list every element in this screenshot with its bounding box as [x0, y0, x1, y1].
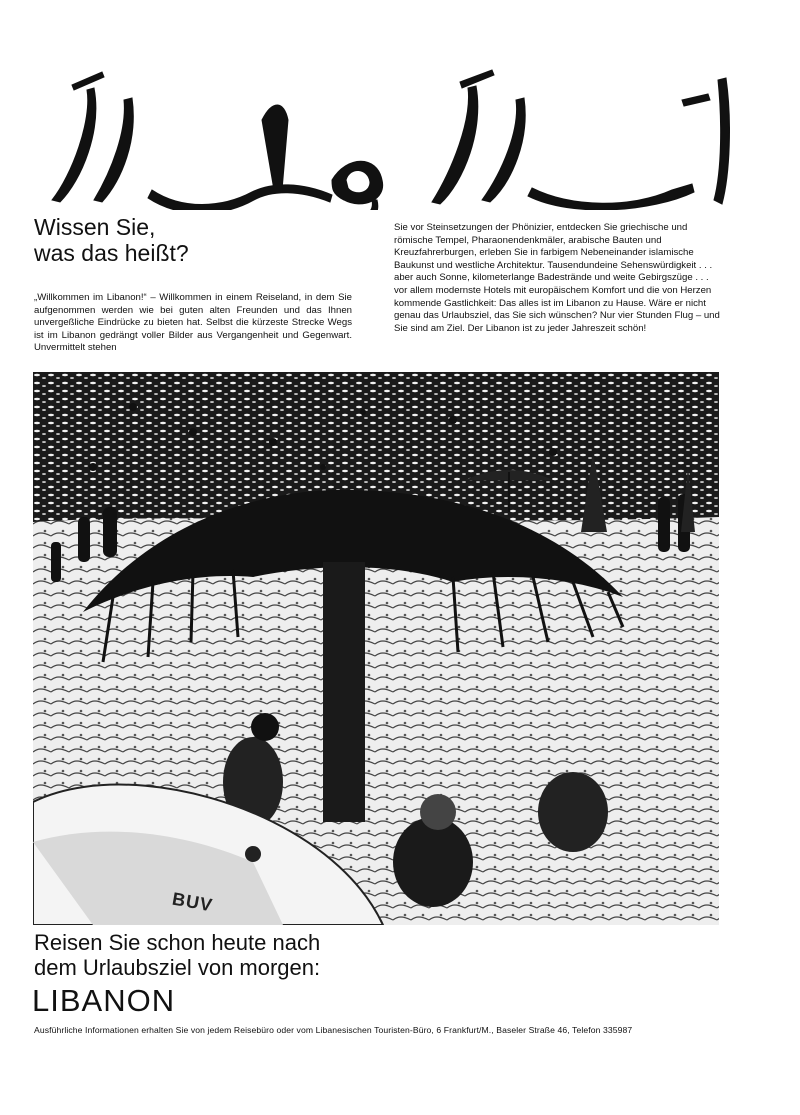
umbrella-lettering: BUV — [170, 888, 215, 916]
headline — [34, 214, 364, 266]
call-to-action — [34, 930, 734, 980]
footer-contact-info: Ausführliche Informationen erhalten Sie von jedem Reisebüro oder vom Libanesischen Touristen-Büro, 6 Frankfurt/M., Baseler Straße 46, Telefon 335987 — [34, 1025, 633, 1035]
headline-line-2: was das heißt? — [34, 240, 189, 266]
calligraphy-artwork — [32, 60, 732, 210]
beach-photo-illustration — [33, 372, 719, 925]
cta-line-1: Reisen Sie schon heute nach — [34, 930, 321, 955]
body-text-left-column: „Willkommen im Libanon!“ – Willkommen in einem Reiseland, in dem Sie aufgenommen werden wie bei guten alten Freunden und das Ihnen unvergeßliche Eindrücke zu bieten hat. Selbst die kürzeste Strecke Wegs ist im Libanon gedrängt voller Bilder aus Vergangenheit und Gegenwart. Unvermittelt stehen — [34, 292, 352, 354]
cta-line-2: dem Urlaubsziel von morgen: — [34, 955, 321, 980]
headline-line-1: Wissen Sie, — [34, 214, 156, 240]
arabic-calligraphy-heading — [32, 60, 732, 210]
country-brand-name: LIBANON — [32, 983, 176, 1018]
body-text-right-column: Sie vor Steinsetzungen der Phönizier, entdecken Sie griechische und römische Tempel, Pharaonendenkmäler, arabische Bauten und Kreuzfahrerburgen, erleben Sie in farbigem Nebeneinander islamische Baukunst und westliche Architektur. Tausendundeine Sehenswürdigkeit . . . aber auch Sonne, kilometerlange Badestrände und weite Gebirgszüge . . . vor allem modernste Hotels mit europäischem Komfort und die von Herzen kommende Gastlichkeit: Das alles ist im Libanon zu Hause. Wäre er nicht genau das Urlaubsziel, das Sie sich wünschen? Nur vier Stunden Flug – und Sie sind am Ziel. Der Libanon ist zu jeder Jahreszeit schön! — [394, 222, 720, 334]
beach-photo — [33, 372, 719, 925]
